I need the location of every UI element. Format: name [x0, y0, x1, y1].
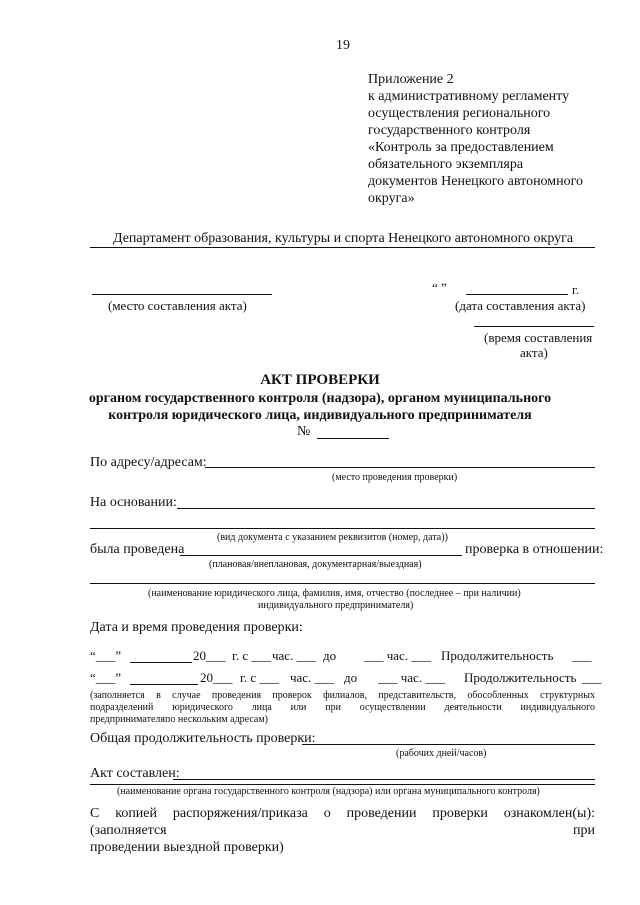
department-underline	[90, 247, 595, 248]
entity-caption-1: (наименование юридического лица, фамилия, имя, отчество (последнее – при наличии)	[148, 588, 521, 599]
row2-hour2: ___ час. ___	[378, 670, 445, 685]
entity-line[interactable]	[90, 583, 595, 584]
place-caption: (место составления акта)	[108, 298, 247, 313]
place-line[interactable]	[92, 294, 272, 295]
datetime-row-2	[90, 670, 602, 688]
address-caption: (место проведения проверки)	[332, 472, 458, 483]
act-subtitle-1: органом государственного контроля (надзора), органом муниципального	[88, 391, 552, 406]
basis-label: На основании:	[90, 495, 177, 510]
date-year-suffix: г.	[572, 282, 580, 297]
date-line[interactable]	[466, 294, 568, 295]
total-label: Общая продолжительность проверки:	[90, 731, 316, 746]
branches-note-1: (заполняется в случае проведения проверок филиалов, представительств, обособленных структурных	[90, 690, 595, 701]
row1-year: 20___	[193, 648, 226, 663]
number-line[interactable]	[317, 438, 389, 439]
drawn-up-line-2[interactable]	[90, 784, 595, 785]
row1-end: ___	[572, 648, 592, 663]
act-subtitle-2: контроля юридического лица, индивидуального предпринимателя	[108, 408, 532, 423]
time-caption-2: акта)	[520, 345, 548, 360]
appendix-line: документов Ненецкого автономного	[368, 174, 584, 189]
row2-hour1: час. ___	[290, 670, 335, 685]
row2-quote: “___”	[90, 670, 122, 685]
row2-duration: Продолжительность	[464, 670, 577, 685]
copy-text-1: С копией распоряжения/приказа о проведении проверки ознакомлен(ы): (заполняется при	[90, 806, 595, 838]
drawn-up-label: Акт составлен:	[90, 766, 180, 781]
row1-hour2: ___ час. ___	[364, 648, 431, 663]
row1-duration: Продолжительность	[441, 648, 554, 663]
time-caption-1: (время составления	[484, 330, 593, 345]
appendix-line: обязательного экземпляра	[368, 157, 524, 172]
address-label: По адресу/адресам:	[90, 455, 207, 470]
drawn-up-caption: (наименование органа государственного контроля (надзора) или органа муниципального контроля)	[117, 786, 540, 797]
act-title: АКТ ПРОВЕРКИ	[260, 372, 380, 388]
datetime-label: Дата и время проведения проверки:	[90, 620, 303, 635]
row1-from: г. с ___	[232, 648, 271, 663]
page-number: 19	[336, 38, 350, 53]
branches-note	[90, 690, 595, 726]
basis-caption: (вид документа с указанием реквизитов (номер, дата))	[217, 532, 448, 543]
branches-note-2: подразделений юридического лица или при осуществлении деятельности индивидуального	[90, 702, 595, 713]
appendix-line: осуществления регионального	[368, 106, 551, 121]
department-name: Департамент образования, культуры и спорта Ненецкого автономного округа	[113, 231, 574, 246]
basis-line-2[interactable]	[90, 528, 595, 529]
row1-quote: “___”	[90, 648, 122, 663]
datetime-row-1	[90, 648, 595, 666]
basis-line[interactable]	[177, 508, 595, 509]
entity-caption-2: индивидуального предпринимателя)	[258, 600, 414, 611]
date-caption: (дата составления акта)	[455, 298, 586, 313]
row2-year: 20___	[200, 670, 233, 685]
conducted-line[interactable]	[180, 555, 462, 556]
row1-month-line[interactable]	[130, 662, 192, 663]
copy-text	[90, 805, 595, 856]
row2-from: г. с ___	[240, 670, 279, 685]
appendix-line: к административному регламенту	[368, 89, 570, 104]
time-line[interactable]	[474, 326, 594, 327]
appendix-line: Приложение 2	[368, 72, 454, 87]
row2-month-line[interactable]	[130, 684, 198, 685]
conducted-caption: (плановая/внеплановая, документарная/выездная)	[209, 559, 422, 570]
appendix-line: округа»	[368, 191, 415, 206]
row1-hour1: час. ___	[272, 648, 317, 663]
drawn-up-line[interactable]	[173, 779, 595, 780]
row2-to: до	[344, 670, 358, 685]
row2-end: ___	[582, 670, 602, 685]
appendix-line: государственного контроля	[368, 123, 531, 138]
total-line[interactable]	[302, 744, 595, 745]
date-quotes: “ ”	[432, 280, 447, 295]
conducted-right: проверка в отношении:	[465, 542, 604, 557]
address-line[interactable]	[205, 467, 595, 468]
appendix-block	[368, 71, 583, 207]
total-caption: (рабочих дней/часов)	[396, 748, 487, 759]
row1-to: до	[323, 648, 337, 663]
conducted-label: была проведена	[90, 542, 185, 557]
number-label: №	[297, 424, 311, 439]
copy-text-2: проведении выездной проверки)	[90, 840, 284, 855]
appendix-line: «Контроль за предоставлением	[368, 140, 554, 155]
branches-note-3: предпринимателяпо нескольким адресам)	[90, 714, 268, 725]
